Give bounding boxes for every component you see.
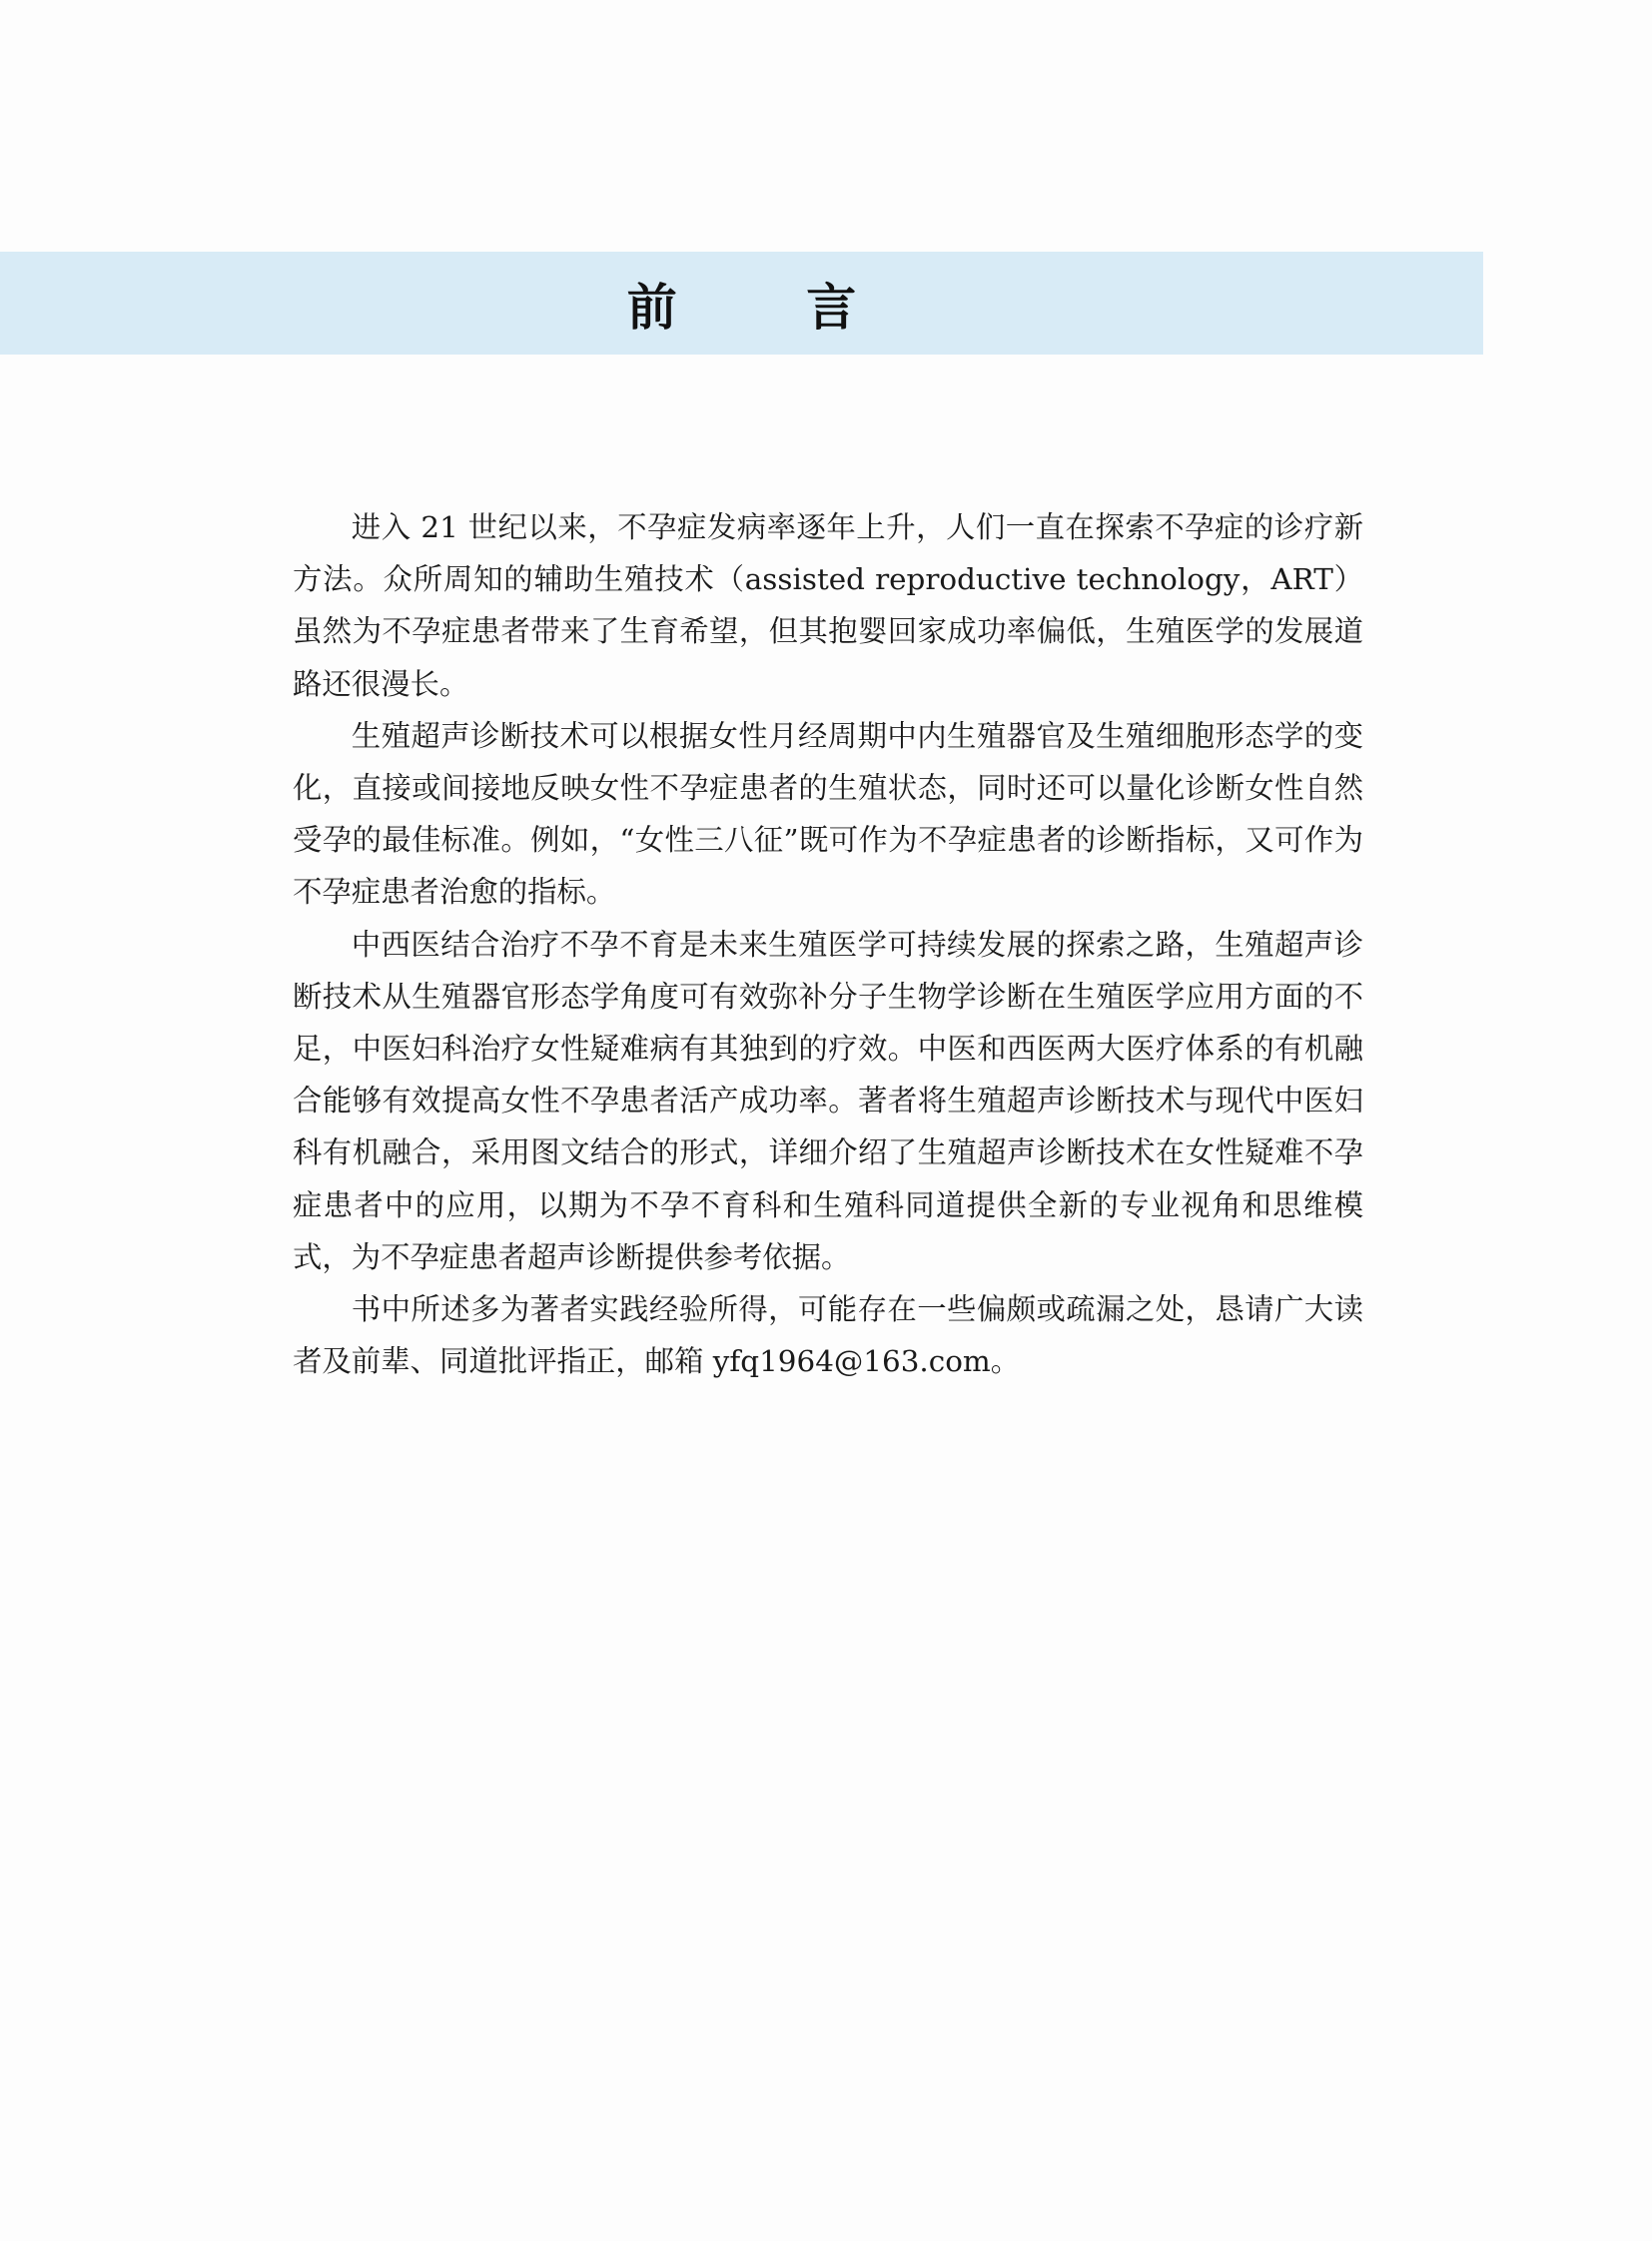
- paragraph: 中西医结合治疗不孕不育是未来生殖医学可持续发展的探索之路，生殖超声诊断技术从生殖器官形态学角度可有效弥补分子生物学诊断在生殖医学应用方面的不足，中医妇科治疗女性疑难病有其独到的疗效。中医和西医两大医疗体系的有机融合能够有效提高女性不孕患者活产成功率。著者将生殖超声诊断技术与现代中医妇科有机融合，采用图文结合的形式，详细介绍了生殖超声诊断技术在女性疑难不孕症患者中的应用，以期为不孕不育科和生殖科同道提供全新的专业视角和思维模式，为不孕症患者超声诊断提供参考依据。: [293, 927, 1363, 1274]
- paragraph: 进入 21 世纪以来，不孕症发病率逐年上升，人们一直在探索不孕症的诊疗新方法。众所周知的辅助生殖技术（assisted reproductive technology，ART）虽然为不孕症患者带来了生育希望，但其抱婴回家成功率偏低，生殖医学的发展道路还很漫长。: [293, 510, 1363, 701]
- title-band: [0, 252, 1483, 355]
- preface-body: [293, 501, 1363, 1387]
- paragraph: 书中所述多为著者实践经验所得，可能存在一些偏颇或疏漏之处，恳请广大读者及前辈、同道批评指正，邮箱 yfq1964@163.com。: [293, 1292, 1363, 1379]
- paragraph: 生殖超声诊断技术可以根据女性月经周期中内生殖器官及生殖细胞形态学的变化，直接或间接地反映女性不孕症患者的生殖状态，同时还可以量化诊断女性自然受孕的最佳标准。例如，“女性三八征”既可作为不孕症患者的诊断指标，又可作为不孕症患者治愈的指标。: [293, 718, 1363, 910]
- page-title: 前 言: [626, 277, 913, 337]
